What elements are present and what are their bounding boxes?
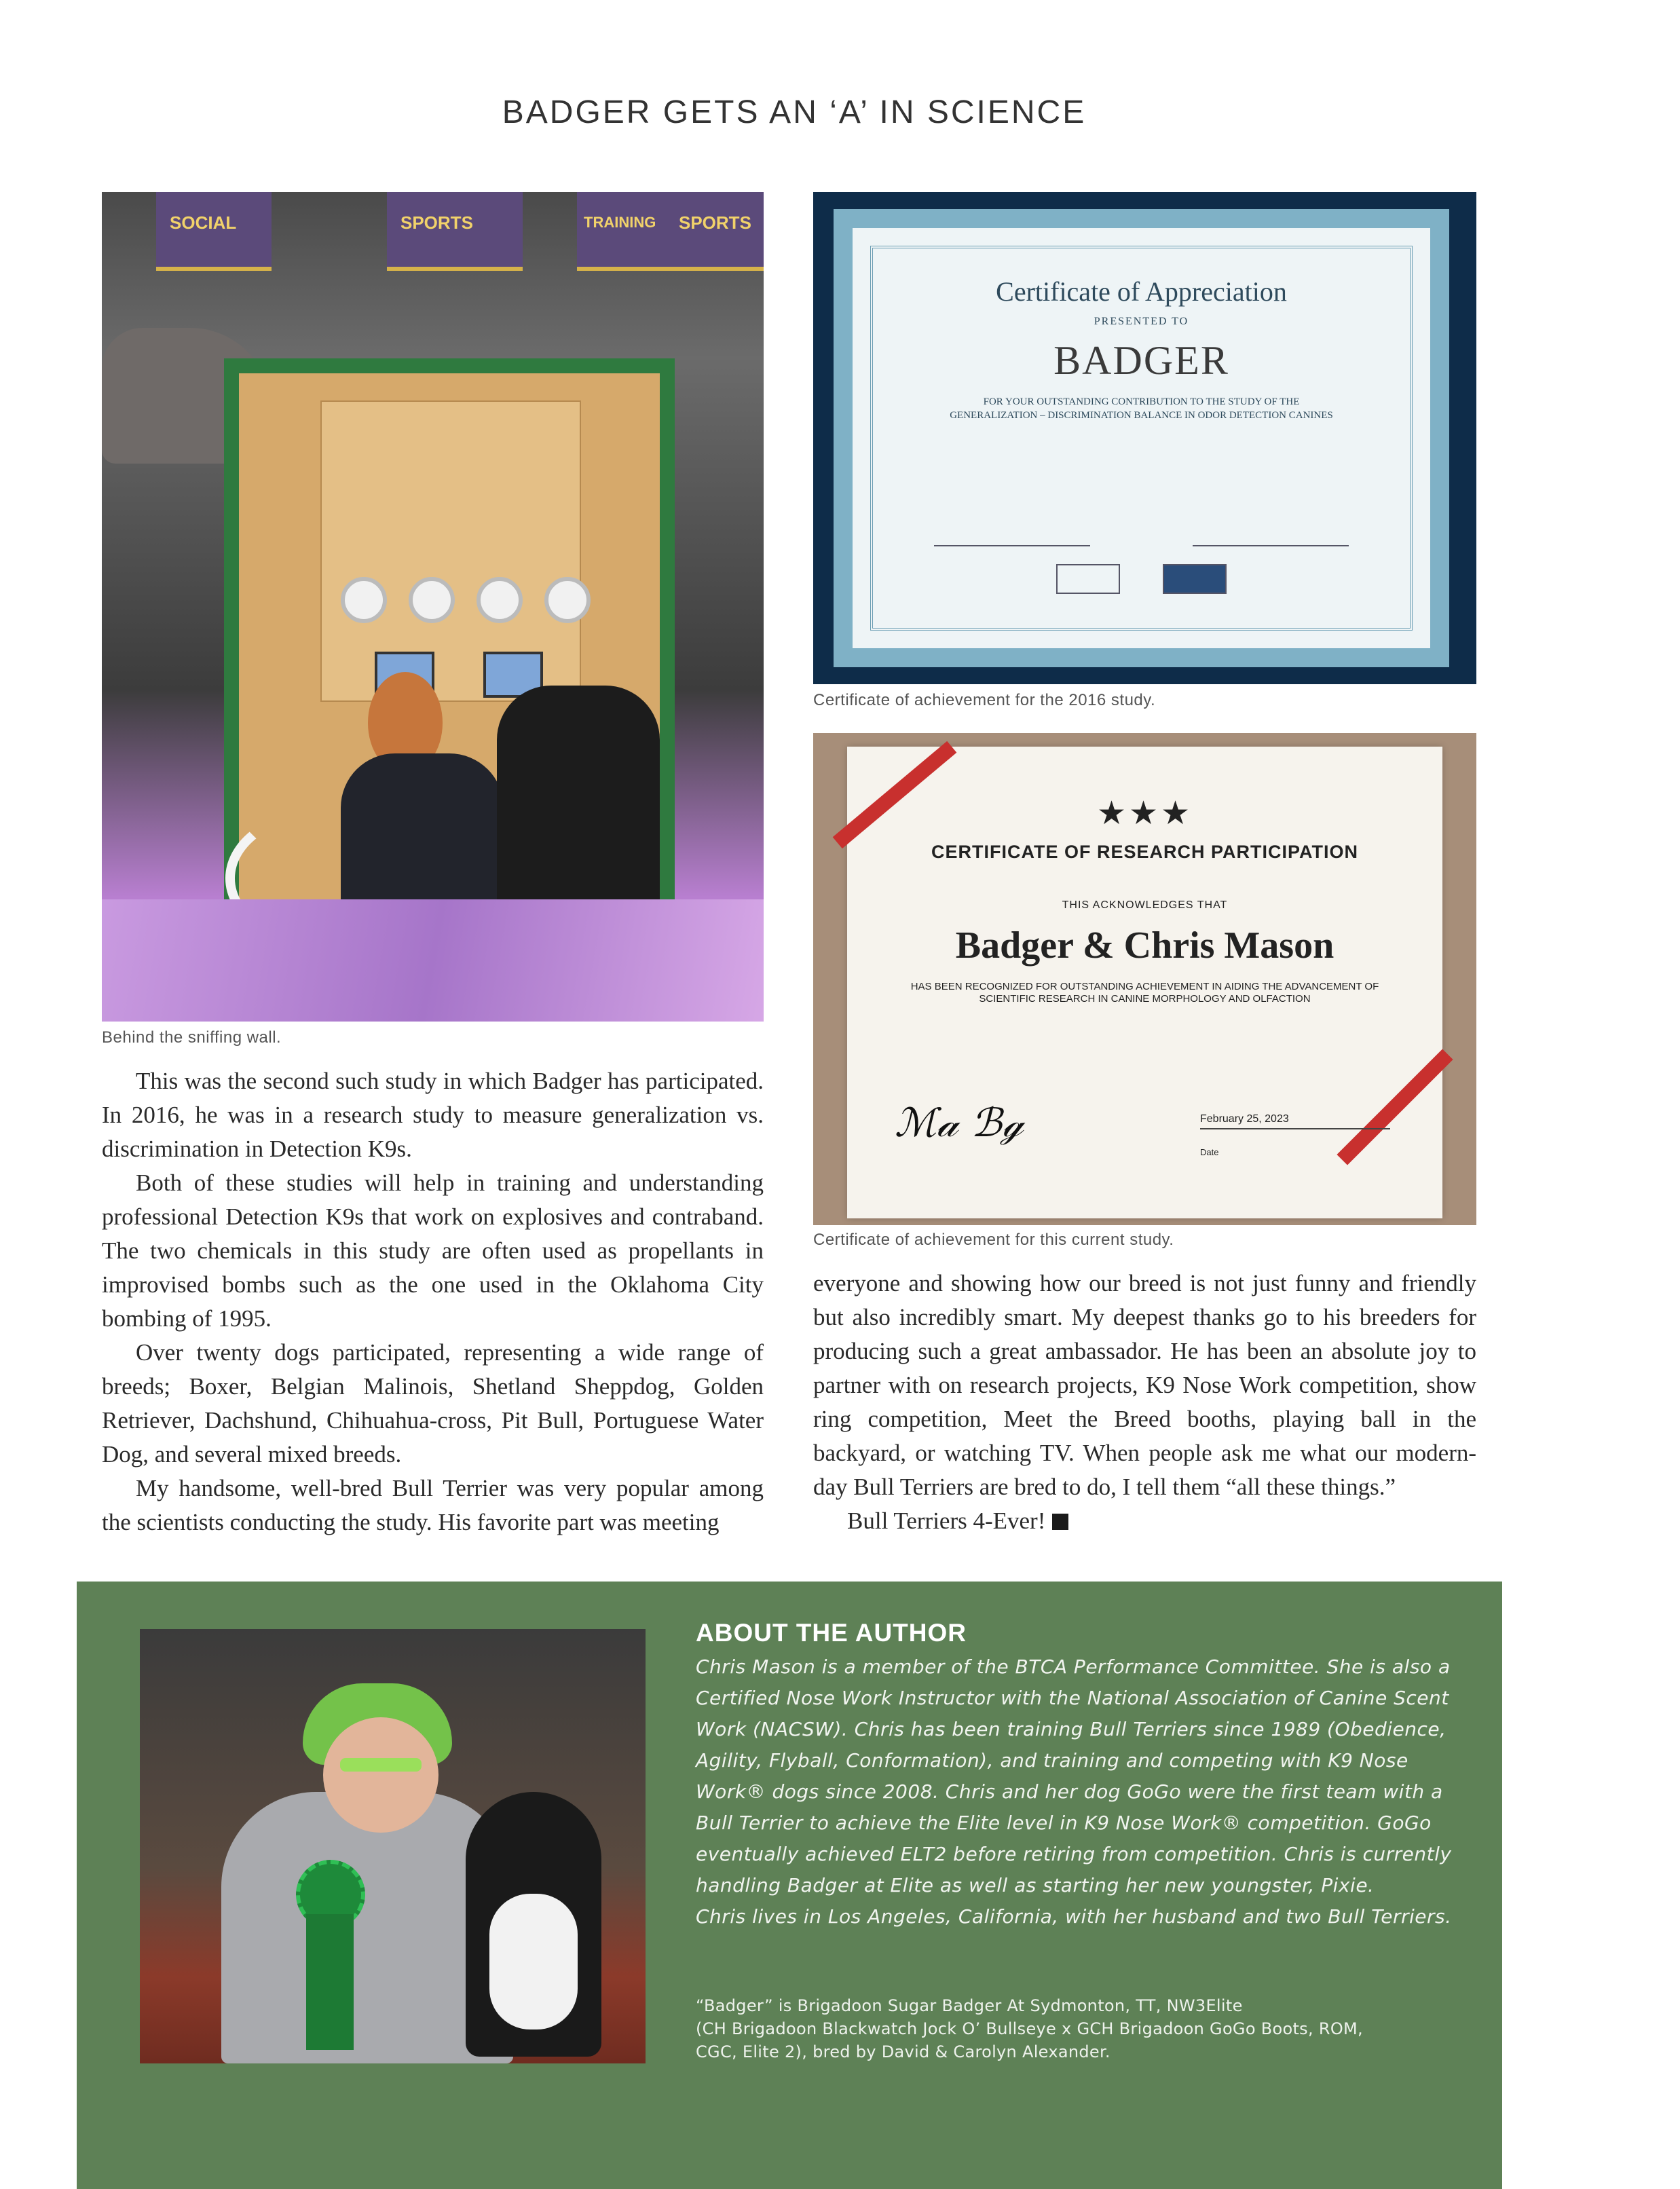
red-ribbon [1337,1049,1453,1165]
certificate-title: CERTIFICATE OF RESEARCH PARTICIPATION [931,842,1358,862]
cert1-caption: Certificate of achievement for the 2016 study. [813,691,1156,709]
signature-line [934,545,1090,546]
pedigree-line: CGC, Elite 2), bred by David & Carolyn Alexander. [696,2042,1110,2061]
bio-line: Work® dogs since 2008. Chris and her dog GoGo were the first team with a [696,1780,1443,1803]
end-mark-icon [1052,1514,1068,1530]
author-bio [696,1651,1476,1932]
about-author-panel [77,1582,1502,2189]
bio-line: Chris Mason is a member of the BTCA Performance Committee. She is also a [696,1655,1451,1678]
bio-line: Certified Nose Work Instructor with the National Association of Canine Scent [696,1687,1449,1709]
signature-line [1193,545,1349,546]
author-heading: ABOUT THE AUTHOR [696,1619,967,1647]
cert2-caption: Certificate of achievement for this current study. [813,1231,1174,1249]
pedigree-line: (CH Brigadoon Blackwatch Jock O’ Bullseye x GCH Brigadoon GoGo Boots, ROM, [696,2019,1363,2038]
wall-sign [387,192,523,271]
wall-photo-caption: Behind the sniffing wall. [102,1028,282,1047]
certificate-paper [834,209,1449,667]
bio-line: Chris lives in Los Angeles, California, with her husband and two Bull Terriers. [696,1905,1452,1928]
scent-port [341,577,387,623]
wall-sign-text: SPORTS [400,212,473,233]
bio-line: handling Badger at Elite as well as starting her new youngster, Pixie. [696,1874,1375,1896]
certificate-2023-photo [813,733,1476,1225]
author-glasses [340,1758,422,1772]
bio-line: eventually achieved ELT2 before retiring from competition. Chris is currently [696,1843,1452,1865]
certificate-title: Certificate of Appreciation [996,276,1287,307]
pedigree-note [696,1994,1476,2063]
bio-line: Bull Terrier to achieve the Elite level in K9 Nose Work® competition. GoGo [696,1812,1432,1834]
closing-line: Bull Terriers 4-Ever! [847,1508,1046,1534]
sniffing-wall-photo [102,192,764,1022]
author-text [696,1619,1476,1932]
stars-icon: ★★★ [1096,796,1193,831]
rosette-tail [306,1914,354,2050]
wall-sign [156,192,272,271]
bio-line: Agility, Flyball, Conformation), and training and competing with K9 Nose [696,1749,1408,1772]
article-closing [813,1504,1476,1538]
wall-sign-text: SOCIAL [170,212,237,233]
article-left-column [102,1064,764,1539]
bio-line: Work (NACSW). Chris has been training Bull Terriers since 1989 (Obedience, [696,1718,1446,1740]
scent-port [409,577,455,623]
scent-box [224,358,675,971]
certificate-presented: PRESENTED TO [1094,316,1189,327]
certificate-body: FOR YOUR OUTSTANDING CONTRIBUTION TO THE STUDY OF THE GENERALIZATION – DISCRIMINATION BALANCE IN ODOR DETECTION CANINES [950,396,1333,421]
certificate-paper [847,747,1442,1218]
certificate-2016-photo [813,192,1476,684]
page-title: BADGER GETS AN ‘A’ IN SCIENCE [502,94,1087,130]
article-paragraph: Both of these studies will help in training and understanding professional Detection K9s that work on explosives and contraband. The two chemicals in this study are often used as propellants in improvised bombs such as the one used in the Oklahoma City bombing of 1995. [102,1170,764,1332]
certificate-body: HAS BEEN RECOGNIZED FOR OUTSTANDING ACHIEVEMENT IN AIDING THE ADVANCEMENT OF SCIENTIFIC RESEARCH IN CANINE MORPHOLOGY AND OLFACTION [910,981,1379,1005]
navsea-logo [1163,564,1227,594]
certificate-date: February 25, 2023 [1200,1113,1390,1129]
navy-logo [1056,564,1120,594]
wall-sign-text: SPORTS [679,212,751,233]
article-paragraph: This was the second such study in which Badger has participated. In 2016, he was in a research study to measure generalization vs. discrimination in Detection K9s. [102,1068,764,1162]
article-paragraph: Over twenty dogs participated, representing a wide range of breeds; Boxer, Belgian Malinois, Shetland Sheppdog, Golden Retriever, Dachshund, Chihuahua-cross, Pit Bull, Portuguese Water Dog, and several mixed breeds. [102,1339,764,1467]
article-paragraph: everyone and showing how our breed is not just funny and friendly but also incredibly smart. My deepest thanks go to his breeders for producing such a great ambassador. He has been an absolute joy to partner with on research projects, K9 Nose Work competition, show ring competition, Meet the Breed booths, playing ball in the backyard, or watching TV. When people ask me what our modern-day Bull Terriers are bred to do, I tell them “all these things.” [813,1270,1476,1500]
wall-sign-text: TRAINING [584,214,656,231]
wall-sign [577,192,764,271]
pedigree-line: “Badger” is Brigadoon Sugar Badger At Sydmonton, TT, NW3Elite [696,1996,1243,2015]
author-face [323,1717,438,1833]
certificate-recipient: BADGER [1053,338,1229,383]
scent-port [477,577,523,623]
signatures: ℳ𝒶 ℬℊ [895,1100,1024,1146]
scent-port [544,577,591,623]
author-photo [140,1629,646,2063]
dog-chest [489,1894,578,2029]
article-right-column [813,1267,1476,1538]
certificate-border [870,246,1413,631]
certificate-recipient: Badger & Chris Mason [955,924,1334,967]
foreground-bench [102,899,764,1022]
certificate-acknowledges: THIS ACKNOWLEDGES THAT [1062,899,1228,911]
article-paragraph: My handsome, well-bred Bull Terrier was very popular among the scientists conducting the study. His favorite part was meeting [102,1475,764,1535]
certificate-date-label: Date [1200,1147,1219,1157]
